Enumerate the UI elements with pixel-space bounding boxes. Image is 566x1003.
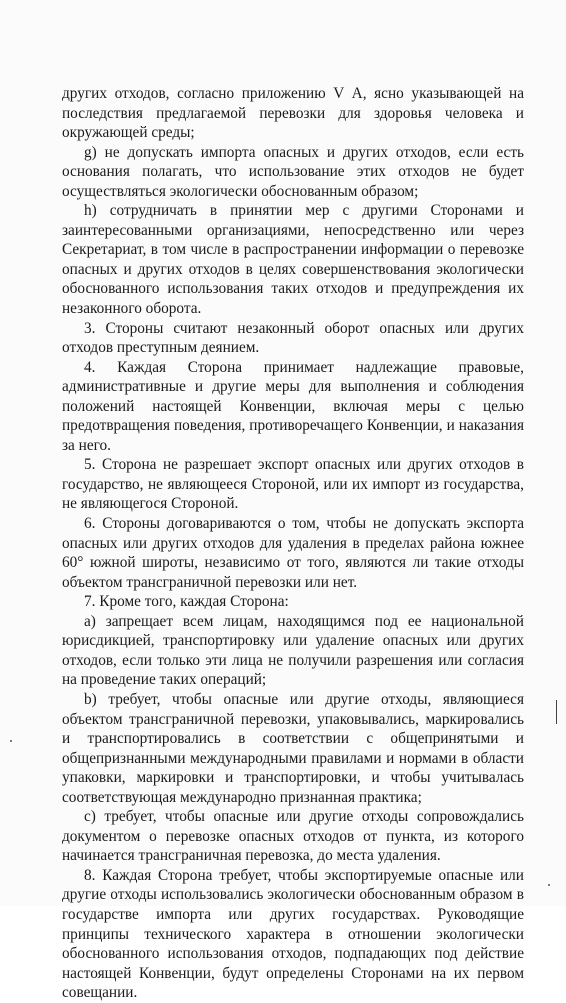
paragraph-item-b: b) требует, чтобы опасные или другие отходы, являющиеся объектом трансграничной перевозки, упаковывались, маркировались и транспортировались в соответствии с общепринятыми и общепризнанными международными правилами и нормами в области упаковки, маркировки и транспортировки, и чтобы учитывалась соответствующая международно признанная практика; [62, 690, 524, 806]
paragraph-7: 7. Кроме того, каждая Сторона: [84, 593, 289, 611]
scan-speck [10, 740, 12, 742]
scan-edge-mark [556, 700, 557, 724]
paragraph-8: 8. Каждая Сторона требует, чтобы экспортируемые опасные или другие отходы использовались экологически обоснованным образом в государстве импорта или других государствах. Руководящие принципы технического характера в отношении экологически обоснованного использования отходов, подпадающих под действие настоящей Конвенции, будут определены Сторонами на их первом совещании. [62, 866, 524, 1002]
document-body [62, 84, 524, 1003]
paragraph-continuation: других отходов, согласно приложению V А, ясно указывающей на последствия предлагаемой перевозки для здоровья человека и окружающей среды; [62, 85, 524, 142]
paragraph-5: 5. Сторона не разрешает экспорт опасных или других отходов в государство, не являющееся Стороной, или их импорт из государства, не являющегося Стороной. [62, 456, 524, 513]
paragraph-item-h: h) сотрудничать в принятии мер с другими Сторонами и заинтересованными организациями, непосредственно или через Секретариат, в том числе в распространении информации о перевозке опасных и других отходов в целях совершенствования экологически обоснованного использования таких отходов и предупреждения их незаконного оборота. [62, 202, 524, 318]
scan-speck [548, 884, 550, 886]
paragraph-item-c: c) требует, чтобы опасные или другие отходы сопровождались документом о перевозке опасных отходов от пункта, из которого начинается трансграничная перевозка, до места удаления. [62, 808, 524, 865]
paragraph-6: 6. Стороны договариваются о том, чтобы не допускать экспорта опасных или других отходов для удаления в пределах района южнее 60° южной широты, независимо от того, являются ли такие отходы объектом трансграничной перевозки или нет. [62, 515, 524, 591]
paragraph-item-g: g) не допускать импорта опасных и других отходов, если есть основания полагать, что использование этих отходов не будет осуществляться экологически обоснованным образом; [62, 143, 524, 200]
paragraph-3: 3. Стороны считают незаконный оборот опасных или других отходов преступным деянием. [62, 319, 524, 357]
paragraph-4: 4. Каждая Сторона принимает надлежащие правовые, административные и другие меры для выполнения и соблюдения положений настоящей Конвенции, включая меры с целью предотвращения поведения, противоречащего Конвенции, и наказания за него. [62, 358, 524, 454]
paragraph-item-a: a) запрещает всем лицам, находящимся под ее национальной юрисдикцией, транспортировку или удаление опасных или других отходов, если только эти лица не получили разрешения или согласия на проведение таких операций; [62, 612, 524, 689]
